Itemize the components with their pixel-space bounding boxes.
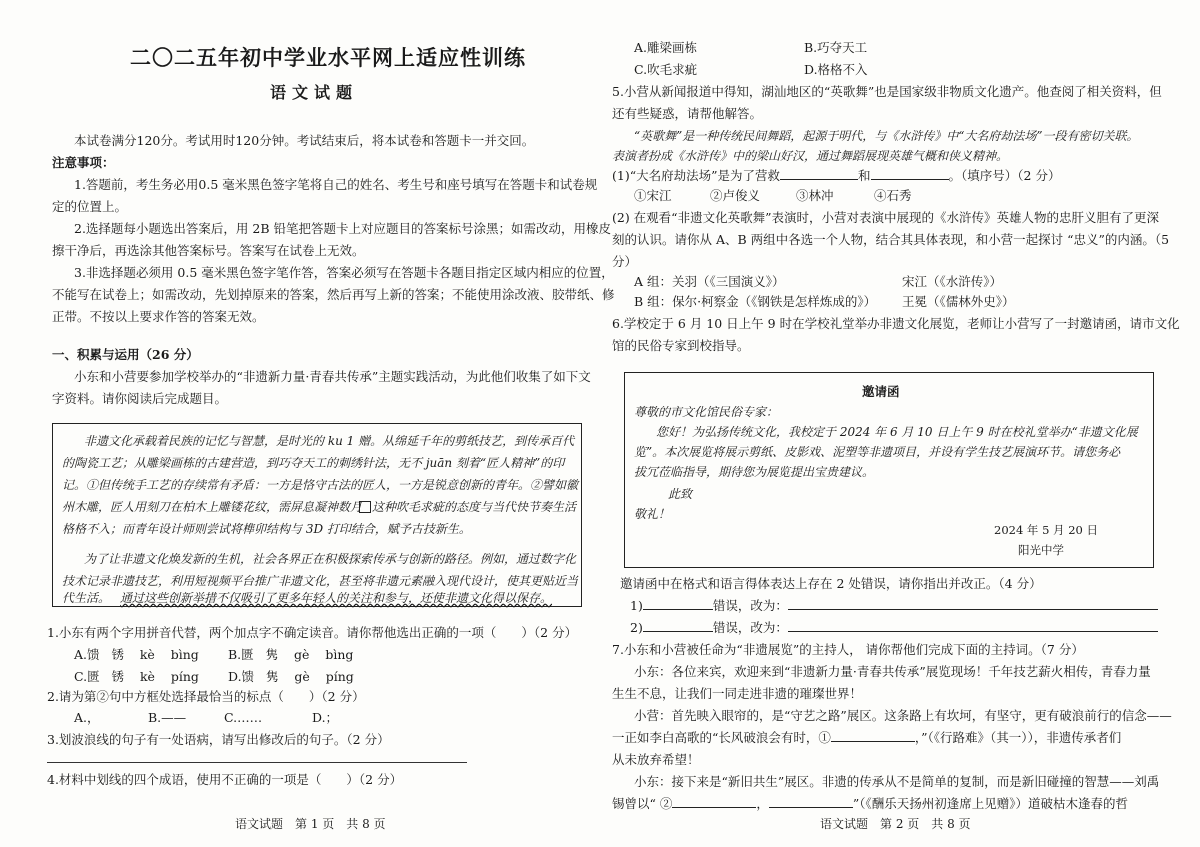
q2-option-d: D.； xyxy=(312,710,339,725)
q1-option-a: A.馈 锈 kè bìng xyxy=(74,647,199,662)
q5-1-option: ①宋江 xyxy=(634,188,672,203)
q5-1-option: ④石秀 xyxy=(874,188,912,203)
passage-line: 州木雕，匠人用刻刀在柏木上雕镂花纹，需屏息凝神数月 xyxy=(62,500,363,514)
q2-option-b: B.—— xyxy=(148,710,187,725)
q2-option-c: C.…… xyxy=(224,710,263,725)
letter-closing: 此致 xyxy=(668,487,693,501)
q5-1-option: ③林冲 xyxy=(796,188,834,203)
passage-line: 非遗文化承载着民族的记忆与智慧，是时光的 ku 1 赠。从绵延千年的剪纸技艺，到传承百代 xyxy=(84,434,575,448)
q2-option-a: A.， xyxy=(74,710,100,725)
passage-line: 的陶瓷工艺；从雕梁画栋的古建营造，到巧夺天工的刺绣针法，无不 juān 刻着“匠人精神”的印 xyxy=(62,456,565,470)
note-line: 2.选择题每小题选出答案后，用 2B 铅笔把答题卡上对应题目的答案标号涂黑；如需改动，用橡皮 xyxy=(74,221,612,236)
q6-answer-row: 1) 错误，改为： xyxy=(630,598,1158,614)
note-line: 擦干净后，再选涂其他答案标号。答案写在试卷上无效。 xyxy=(52,243,365,258)
question-5-2: 分） xyxy=(612,254,638,269)
section-intro: 小东和小营要参加学校举办的“非遗新力量·青春共传承”主题实践活动，为此他们收集了如下文 xyxy=(74,369,591,384)
exam-subtitle: 语文试题 xyxy=(270,83,359,102)
answer-line xyxy=(47,762,467,763)
question-5-2: (2) 在观看“非遗文化英歌舞”表演时，小营对表演中展现的《水浒传》英雄人物的忠肝义胆有了更深 xyxy=(612,210,1159,225)
section-intro: 字资料。请你阅读后完成题目。 xyxy=(52,391,228,406)
q7-text: 从未放弃希望！ xyxy=(612,752,700,767)
q7-text-fill-2: 锡曾以“ ② ， ”（《酬乐天扬州初逢席上见赠》）道破枯木逢春的哲 xyxy=(612,796,1129,811)
passage-line: 这种吹毛求疵的态度与当代快节奏生活 xyxy=(372,500,577,514)
group-a: A 组：关羽（《三国演义》） xyxy=(634,274,785,289)
question-5: 还有些疑惑，请帮他解答。 xyxy=(612,106,763,121)
letter-body: 拔冗莅临指导，期待您为展览提出宝贵建议。 xyxy=(634,465,875,479)
letter-greeting: 尊敬的市文化馆民俗专家： xyxy=(634,405,779,419)
question-5-1: (1)“大名府劫法场”是为了营救 和 。（填序号）（2 分） xyxy=(612,168,1061,183)
question-5: 5.小营从新闻报道中得知，湖汕地区的“英歌舞”也是国家级非物质文化遗产。他查阅了相关资料，但 xyxy=(612,84,1162,99)
q4-option-c: C.吹毛求疵 xyxy=(634,62,698,77)
q7-text: 小东：各位来宾，欢迎来到“非遗新力量·青春共传承”展览现场！千年技艺薪火相传，青春力量 xyxy=(634,664,1151,679)
question-3: 3.划波浪线的句子有一处语病，请写出修改后的句子。（2 分） xyxy=(47,732,390,747)
q7-text: 小东：接下来是“新旧共生”展区。非遗的传承从不是简单的复制，而是新旧碰撞的智慧——刘禹 xyxy=(634,774,1160,789)
q1-option-b: B.匮 隽 gè bìng xyxy=(228,647,354,662)
note-line: 3.非选择题必须用 0.5 毫米黑色签字笔作答，答案必须写在答题卡各题目指定区域内相应的位置， xyxy=(74,265,614,280)
q7-text: 小营：首先映入眼帘的，是“守艺之路”展区。这条路上有坎坷，有坚守，更有破浪前行的信念—— xyxy=(634,708,1172,723)
letter-date: 2024 年 5 月 20 日 xyxy=(994,523,1098,537)
exam-title: 二〇二五年初中学业水平网上适应性训练 xyxy=(130,45,526,70)
group-b: B 组：保尔·柯察金（《钢铁是怎样炼成的》） xyxy=(634,294,877,309)
question-1: 1.小东有两个字用拼音代替，两个加点字不确定读音。请你帮他选出正确的一项（ ）（2 分） xyxy=(47,625,578,640)
letter-closing: 敬礼！ xyxy=(634,507,671,521)
passage-line: 技术记录非遗技艺，利用短视频平台推广非遗文化，甚至将非遗元素融入现代设计，使其更贴近当 xyxy=(62,574,579,588)
question-2: 2.请为第②句中方框处选择最恰当的标点（ ）（2 分） xyxy=(47,689,365,704)
q6-answer-row: 2) 错误，改为： xyxy=(630,620,1158,636)
section-heading: 一、积累与运用（26 分） xyxy=(52,347,199,362)
question-6: 6.学校定于 6 月 10 日上午 9 时在学校礼堂举办非遗文化展览，老师让小营写了一封邀请函，请市文化 xyxy=(612,316,1180,331)
page-footer: 语文试题 第 2 页 共 8 页 xyxy=(820,817,971,831)
passage-line: 代生活。 xyxy=(62,591,111,605)
q5-material: 表演者扮成《水浒传》中的梁山好汉，通过舞蹈展现英雄气概和侠义精神。 xyxy=(612,149,1009,163)
punctuation-box xyxy=(359,501,371,513)
note-line: 定的位置上。 xyxy=(52,199,128,214)
wavy-sentence: 通过这些创新举措不仅吸引了更多年轻人的关注和参与，还使非遗文化得以保存。 xyxy=(120,591,553,605)
note-line: 正带。不按以上要求作答的答案无效。 xyxy=(52,309,265,324)
q5-1-option: ②卢俊义 xyxy=(710,188,761,203)
q7-text-fill-1: 一正如李白高歌的“长风破浪会有时，① ，”（《行路难》（其一）），非遗传承者们 xyxy=(612,730,1122,745)
q6-task: 邀请函中在格式和语言得体表达上存在 2 处错误，请你指出并改正。（4 分） xyxy=(620,576,1042,591)
q5-material: “英歌舞”是一种传统民间舞蹈，起源于明代，与《水浒传》中“大名府劫法场”一段有密切关联。 xyxy=(634,129,1139,143)
note-line: 1.答题前，考生务必用0.5 毫米黑色签字笔将自己的姓名、考生号和座号填写在答题卡和试卷规 xyxy=(74,177,598,192)
question-7: 7.小东和小营被任命为“非遗展览”的主持人， 请你帮他们完成下面的主持词。（7 分） xyxy=(612,642,1084,657)
letter-title: 邀请函 xyxy=(862,384,900,399)
letter-signer: 阳光中学 xyxy=(1018,543,1064,557)
right-page xyxy=(600,0,1200,847)
letter-body: 览”。本次展览将展示剪纸、皮影戏、泥塑等非遗项目，并设有学生技艺展演环节。请您务必 xyxy=(634,445,1121,459)
letter-body: 您好！为弘扬传统文化，我校定于 2024 年 6 月 10 日上午 9 时在校礼堂举办“非遗文化展 xyxy=(656,425,1138,439)
page-footer: 语文试题 第 1 页 共 8 页 xyxy=(235,817,386,831)
question-6: 馆的民俗专家到校指导。 xyxy=(612,338,750,353)
passage-line: 格格不入；而青年设计师则尝试将榫卯结构与 3D 打印结合，赋予古技新生。 xyxy=(62,522,471,536)
passage-line: 为了让非遗文化焕发新的生机，社会各界正在积极探索传承与创新的路径。例如，通过数字化 xyxy=(84,552,577,566)
q1-option-d: D.馈 隽 gè píng xyxy=(228,669,354,684)
q4-option-a: A.雕梁画栋 xyxy=(634,40,698,55)
q1-option-c: C.匮 锈 kè píng xyxy=(74,669,199,684)
question-5-2: 刻的认识。请你从 A、B 两组中各选一个人物，结合其具体表现，和小营一起探讨 “忠义”的内涵。（5 xyxy=(612,232,1170,247)
notes-heading: 注意事项： xyxy=(52,155,115,170)
passage-line: 记。①但传统手工艺的存续常有矛盾：一方是恪守古法的匠人，一方是锐意创新的青年。②譬如徽 xyxy=(62,478,579,492)
q7-text: 生生不息，让我们一同走进非遗的璀璨世界！ xyxy=(612,686,863,701)
note-line: 不能写在试卷上；如需改动，先划掉原来的答案，然后再写上新的答案；不能使用涂改液、胶带纸、修 xyxy=(52,287,615,302)
group-a-second: 宋江（《水浒传》） xyxy=(902,274,1003,289)
group-b-second: 王冕（《儒林外史》） xyxy=(902,294,1015,309)
question-4: 4.材料中划线的四个成语，使用不正确的一项是（ ）（2 分） xyxy=(47,772,403,787)
q4-option-b: B.巧夺天工 xyxy=(804,40,868,55)
intro-text: 本试卷满分120分。考试用时120分钟。考试结束后，将本试卷和答题卡一并交回。 xyxy=(74,133,535,148)
q4-option-d: D.格格不入 xyxy=(804,62,868,77)
